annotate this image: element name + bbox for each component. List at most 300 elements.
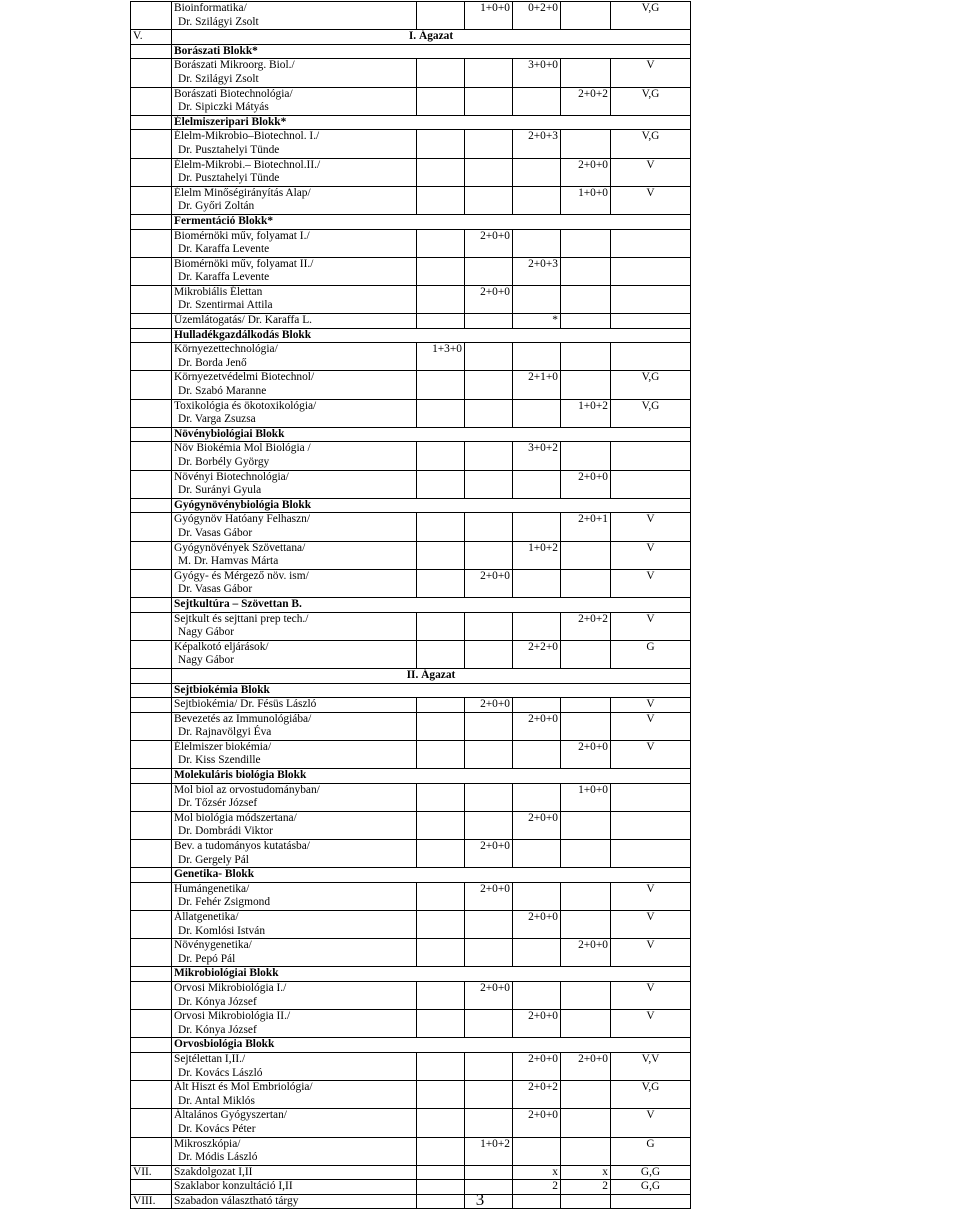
value-cell: [417, 513, 465, 541]
value-cell: 2+0+0: [561, 470, 611, 498]
course-cell: [172, 343, 417, 371]
lecturer-name: Dr. Kiss Szendille: [178, 754, 261, 767]
course-name: Élelmiszer biokémia/: [174, 740, 272, 753]
course-cell: [172, 158, 417, 186]
value-cell: 2+0+0: [465, 840, 513, 868]
value-cell: [561, 285, 611, 313]
branch-heading: I. Ágazat: [172, 30, 691, 45]
value-cell: V,V: [611, 1052, 691, 1080]
course-name: Általános Gyógyszertan/: [174, 1109, 287, 1122]
table-row: [131, 597, 691, 612]
lecturer-name: Dr. Karaffa Levente: [178, 271, 270, 284]
value-cell: [561, 1010, 611, 1038]
course-cell: [172, 513, 417, 541]
course-cell: [172, 1109, 417, 1137]
course-name: Szakdolgozat I,II: [174, 1165, 253, 1178]
value-cell: [611, 783, 691, 811]
lecturer-name: Dr. Kónya József: [178, 1023, 257, 1036]
course-cell: [172, 882, 417, 910]
value-cell: [465, 314, 513, 329]
value-cell: [513, 186, 561, 214]
table-row: [131, 115, 691, 130]
value-cell: 2+0+0: [513, 712, 561, 740]
value-cell: [417, 712, 465, 740]
course-cell: [172, 569, 417, 597]
section-number: [131, 1010, 172, 1038]
course-name: Mikroszkópia/: [174, 1137, 241, 1150]
value-cell: 2: [561, 1180, 611, 1195]
section-number: [131, 668, 172, 683]
section-number: [131, 769, 172, 784]
section-number: [131, 640, 172, 668]
lecturer-name: Dr. Szilágyi Zsolt: [178, 15, 259, 28]
value-cell: [561, 59, 611, 87]
value-cell: 1+0+2: [513, 541, 561, 569]
course-name: Növ Biokémia Mol Biológia /: [174, 442, 311, 455]
section-number: [131, 314, 172, 329]
table-row: [131, 30, 691, 45]
value-cell: [417, 882, 465, 910]
value-cell: [611, 811, 691, 839]
lecturer-name: Dr. Szentirmai Attila: [178, 299, 273, 312]
value-cell: [513, 229, 561, 257]
lecturer-name: Dr. Szabó Maranne: [178, 385, 267, 398]
section-number: [131, 1081, 172, 1109]
section-number: [131, 569, 172, 597]
value-cell: 2+0+0: [561, 158, 611, 186]
value-cell: [513, 882, 561, 910]
table-row: [131, 712, 691, 740]
value-cell: [561, 981, 611, 1009]
course-name: Bevezetés az Immunológiába/: [174, 712, 312, 725]
block-heading: Gyógynövénybiológia Blokk: [172, 498, 691, 513]
course-cell: [172, 130, 417, 158]
section-number: [131, 882, 172, 910]
lecturer-name: Dr. Sipiczki Mátyás: [178, 101, 269, 114]
value-cell: G: [611, 640, 691, 668]
table-row: [131, 59, 691, 87]
course-name: Bioinformatika/: [174, 2, 247, 14]
value-cell: 2+0+0: [513, 1052, 561, 1080]
table-row: [131, 442, 691, 470]
lecturer-name: Dr. Dombrádi Viktor: [178, 825, 273, 838]
value-cell: 2+0+0: [465, 882, 513, 910]
value-cell: 2+0+0: [465, 698, 513, 713]
value-cell: 2+0+0: [465, 569, 513, 597]
value-cell: 2+0+3: [513, 130, 561, 158]
course-name: Sejtbiokémia/ Dr. Fésüs László: [174, 698, 317, 711]
course-name: Mol biol az orvostudományban/: [174, 783, 320, 796]
value-cell: [611, 314, 691, 329]
lecturer-name: Nagy Gábor: [178, 654, 234, 667]
section-number: [131, 498, 172, 513]
block-heading: Élelmiszeripari Blokk*: [172, 115, 691, 130]
value-cell: [611, 343, 691, 371]
value-cell: 2+0+0: [513, 1010, 561, 1038]
value-cell: [465, 939, 513, 967]
value-cell: G,G: [611, 1165, 691, 1180]
value-cell: 0+2+0: [513, 2, 561, 30]
lecturer-name: Dr. Kovács Péter: [178, 1122, 256, 1135]
table-row: [131, 343, 691, 371]
course-name: Növényi Biotechnológia/: [174, 470, 289, 483]
lecturer-name: Dr. Antal Miklós: [178, 1094, 255, 1107]
value-cell: [417, 130, 465, 158]
value-cell: 1+0+2: [561, 399, 611, 427]
course-cell: [172, 740, 417, 768]
value-cell: [561, 541, 611, 569]
section-number: [131, 911, 172, 939]
section-number: [131, 427, 172, 442]
value-cell: [465, 513, 513, 541]
value-cell: [417, 470, 465, 498]
value-cell: V: [611, 939, 691, 967]
course-cell: [172, 840, 417, 868]
value-cell: V: [611, 59, 691, 87]
value-cell: [611, 285, 691, 313]
table-row: [131, 1137, 691, 1165]
value-cell: [513, 343, 561, 371]
section-number: [131, 44, 172, 59]
course-cell: [172, 257, 417, 285]
value-cell: [513, 399, 561, 427]
block-heading: Sejtkultúra – Szövettan B.: [172, 597, 691, 612]
table-row: [131, 1010, 691, 1038]
value-cell: [513, 740, 561, 768]
value-cell: [417, 186, 465, 214]
value-cell: V,G: [611, 2, 691, 30]
section-number: [131, 513, 172, 541]
table-row: [131, 640, 691, 668]
value-cell: 1+0+0: [561, 783, 611, 811]
course-name: Orvosi Mikrobiológia II./: [174, 1010, 291, 1023]
course-name: Sejtkult és sejttani prep tech./: [174, 612, 309, 625]
table-row: [131, 427, 691, 442]
value-cell: [417, 541, 465, 569]
value-cell: [561, 811, 611, 839]
value-cell: 2+0+0: [513, 1109, 561, 1137]
section-number: [131, 811, 172, 839]
section-number: [131, 328, 172, 343]
lecturer-name: Dr. Gergely Pál: [178, 853, 249, 866]
value-cell: 2+0+1: [561, 513, 611, 541]
value-cell: [417, 981, 465, 1009]
course-name: Borászati Biotechnológia/: [174, 87, 293, 100]
value-cell: [561, 840, 611, 868]
value-cell: [513, 783, 561, 811]
value-cell: [513, 840, 561, 868]
value-cell: [417, 1081, 465, 1109]
value-cell: [465, 158, 513, 186]
value-cell: V: [611, 882, 691, 910]
table-row: [131, 470, 691, 498]
value-cell: [417, 1010, 465, 1038]
lecturer-name: Dr. Pepó Pál: [178, 952, 236, 965]
value-cell: 2+2+0: [513, 640, 561, 668]
course-name: Bev. a tudományos kutatásba/: [174, 840, 310, 853]
value-cell: [417, 1137, 465, 1165]
course-cell: [172, 939, 417, 967]
course-cell: [172, 285, 417, 313]
value-cell: [513, 1137, 561, 1165]
curriculum-table-body: [131, 2, 691, 1209]
table-row: [131, 257, 691, 285]
course-name: Szaklabor konzultáció I,II: [174, 1180, 293, 1193]
section-number: VIII.: [131, 1194, 172, 1209]
value-cell: [465, 1010, 513, 1038]
value-cell: V,G: [611, 130, 691, 158]
value-cell: [561, 712, 611, 740]
value-cell: V: [611, 612, 691, 640]
section-number: V.: [131, 30, 172, 45]
value-cell: V,G: [611, 87, 691, 115]
table-row: [131, 668, 691, 683]
value-cell: [561, 130, 611, 158]
section-number: [131, 343, 172, 371]
section-number: [131, 1109, 172, 1137]
table-row: [131, 840, 691, 868]
lecturer-name: Dr. Surányi Gyula: [178, 484, 262, 497]
value-cell: [561, 640, 611, 668]
value-cell: [417, 257, 465, 285]
course-cell: [172, 399, 417, 427]
value-cell: [417, 229, 465, 257]
value-cell: [465, 442, 513, 470]
value-cell: 2+0+2: [561, 87, 611, 115]
course-cell: [172, 1081, 417, 1109]
table-row: [131, 498, 691, 513]
table-row: [131, 87, 691, 115]
block-heading: Borászati Blokk*: [172, 44, 691, 59]
course-name: Növénygenetika/: [174, 939, 252, 952]
value-cell: V: [611, 1109, 691, 1137]
section-number: [131, 868, 172, 883]
page-number: 3: [475, 1190, 485, 1209]
value-cell: [417, 2, 465, 30]
value-cell: G,G: [611, 1180, 691, 1195]
value-cell: [417, 371, 465, 399]
lecturer-name: Dr. Pusztahelyi Tünde: [178, 143, 280, 156]
value-cell: [417, 640, 465, 668]
section-number: [131, 470, 172, 498]
value-cell: G: [611, 1137, 691, 1165]
table-row: [131, 683, 691, 698]
value-cell: [561, 698, 611, 713]
value-cell: [417, 911, 465, 939]
table-row: [131, 569, 691, 597]
value-cell: [465, 343, 513, 371]
value-cell: [465, 612, 513, 640]
course-cell: [172, 783, 417, 811]
branch-heading: II. Ágazat: [172, 668, 691, 683]
table-row: [131, 314, 691, 329]
value-cell: x: [561, 1165, 611, 1180]
value-cell: [513, 87, 561, 115]
table-row: [131, 328, 691, 343]
lecturer-name: Dr. Pusztahelyi Tünde: [178, 172, 280, 185]
section-number: [131, 115, 172, 130]
value-cell: [465, 640, 513, 668]
table-row: [131, 2, 691, 30]
value-cell: 2+0+0: [465, 229, 513, 257]
section-number: [131, 683, 172, 698]
value-cell: [417, 314, 465, 329]
value-cell: V: [611, 911, 691, 939]
course-name: Állatgenetika/: [174, 911, 239, 923]
table-row: [131, 811, 691, 839]
lecturer-name: Dr. Vasas Gábor: [178, 526, 253, 539]
value-cell: V,G: [611, 1081, 691, 1109]
value-cell: [465, 186, 513, 214]
lecturer-name: Dr. Módis László: [178, 1151, 258, 1164]
lecturer-name: Dr. Vasas Gábor: [178, 583, 253, 596]
course-cell: [172, 1165, 417, 1180]
course-name: Humángenetika/: [174, 882, 250, 895]
value-cell: [611, 229, 691, 257]
value-cell: 2+0+0: [561, 740, 611, 768]
value-cell: [417, 612, 465, 640]
value-cell: [417, 569, 465, 597]
course-cell: [172, 712, 417, 740]
section-number: [131, 229, 172, 257]
section-number: [131, 214, 172, 229]
value-cell: V: [611, 698, 691, 713]
value-cell: [465, 740, 513, 768]
course-cell: [172, 1010, 417, 1038]
value-cell: [513, 470, 561, 498]
table-row: [131, 130, 691, 158]
course-cell: [172, 229, 417, 257]
section-number: [131, 186, 172, 214]
section-number: [131, 1052, 172, 1080]
lecturer-name: M. Dr. Hamvas Márta: [178, 555, 279, 568]
course-cell: [172, 541, 417, 569]
lecturer-name: Dr. Tőzsér József: [178, 797, 258, 810]
value-cell: [465, 87, 513, 115]
course-name: Orvosi Mikrobiológia I./: [174, 981, 287, 994]
block-heading: Növénybiológiai Blokk: [172, 427, 691, 442]
value-cell: 2+0+0: [513, 811, 561, 839]
course-name: Élelm Minőségirányítás Alap/: [174, 186, 311, 199]
section-number: [131, 158, 172, 186]
table-row: [131, 541, 691, 569]
value-cell: 3+0+0: [513, 59, 561, 87]
section-number: [131, 1137, 172, 1165]
course-cell: [172, 87, 417, 115]
value-cell: [561, 569, 611, 597]
course-name: Biomérnöki műv, folyamat II./: [174, 257, 314, 270]
section-number: [131, 612, 172, 640]
curriculum-document: [130, 1, 690, 1209]
section-number: [131, 740, 172, 768]
section-number: [131, 1038, 172, 1053]
lecturer-name: Dr. Varga Zsuzsa: [178, 413, 256, 426]
block-heading: Sejtbiokémia Blokk: [172, 683, 691, 698]
lecturer-name: Dr. Rajnavölgyi Éva: [178, 726, 272, 739]
lecturer-name: Dr. Kovács László: [178, 1066, 263, 1079]
value-cell: [561, 229, 611, 257]
value-cell: 1+3+0: [417, 343, 465, 371]
section-number: [131, 257, 172, 285]
course-name: Sejtélettan I,II./: [174, 1052, 246, 1065]
value-cell: [465, 1052, 513, 1080]
section-number: VII.: [131, 1165, 172, 1180]
value-cell: V: [611, 513, 691, 541]
section-number: [131, 130, 172, 158]
table-row: [131, 612, 691, 640]
value-cell: [465, 371, 513, 399]
table-row: [131, 158, 691, 186]
course-cell: [172, 1137, 417, 1165]
section-number: [131, 59, 172, 87]
value-cell: V: [611, 981, 691, 1009]
value-cell: 2+1+0: [513, 371, 561, 399]
course-cell: [172, 314, 417, 329]
course-cell: [172, 442, 417, 470]
section-number: [131, 698, 172, 713]
course-name: Gyógynövények Szövettana/: [174, 541, 306, 554]
course-name: Mikrobiális Élettan: [174, 285, 263, 298]
table-row: [131, 1038, 691, 1053]
value-cell: [417, 783, 465, 811]
table-row: [131, 229, 691, 257]
section-number: [131, 783, 172, 811]
value-cell: [465, 1165, 513, 1180]
course-name: Borászati Mikroorg. Biol./: [174, 59, 295, 72]
value-cell: [561, 314, 611, 329]
value-cell: [465, 257, 513, 285]
value-cell: [561, 343, 611, 371]
course-cell: [172, 1052, 417, 1080]
value-cell: [611, 257, 691, 285]
value-cell: x: [513, 1165, 561, 1180]
value-cell: [561, 442, 611, 470]
course-name: Mol biológia módszertana/: [174, 811, 297, 824]
table-row: [131, 371, 691, 399]
value-cell: [465, 470, 513, 498]
value-cell: [417, 399, 465, 427]
value-cell: [417, 698, 465, 713]
course-cell: [172, 371, 417, 399]
value-cell: [561, 257, 611, 285]
value-cell: 2+0+2: [561, 612, 611, 640]
lecturer-name: Dr. Fehér Zsigmond: [178, 896, 271, 909]
value-cell: [513, 612, 561, 640]
value-cell: [465, 130, 513, 158]
value-cell: [561, 2, 611, 30]
course-name: Élelm-Mikrobio–Biotechnol. I./: [174, 130, 320, 143]
table-row: [131, 1052, 691, 1080]
value-cell: [465, 783, 513, 811]
value-cell: [465, 911, 513, 939]
value-cell: [513, 981, 561, 1009]
lecturer-name: Dr. Komlósi István: [178, 924, 266, 937]
table-row: [131, 399, 691, 427]
value-cell: V: [611, 740, 691, 768]
course-name: Környezetvédelmi Biotechnol/: [174, 371, 315, 384]
course-cell: [172, 2, 417, 30]
value-cell: V: [611, 158, 691, 186]
value-cell: [513, 513, 561, 541]
value-cell: [417, 158, 465, 186]
value-cell: [561, 1109, 611, 1137]
section-number: [131, 442, 172, 470]
block-heading: Fermentáció Blokk*: [172, 214, 691, 229]
value-cell: V: [611, 712, 691, 740]
value-cell: [561, 911, 611, 939]
value-cell: [417, 1109, 465, 1137]
value-cell: 3+0+2: [513, 442, 561, 470]
